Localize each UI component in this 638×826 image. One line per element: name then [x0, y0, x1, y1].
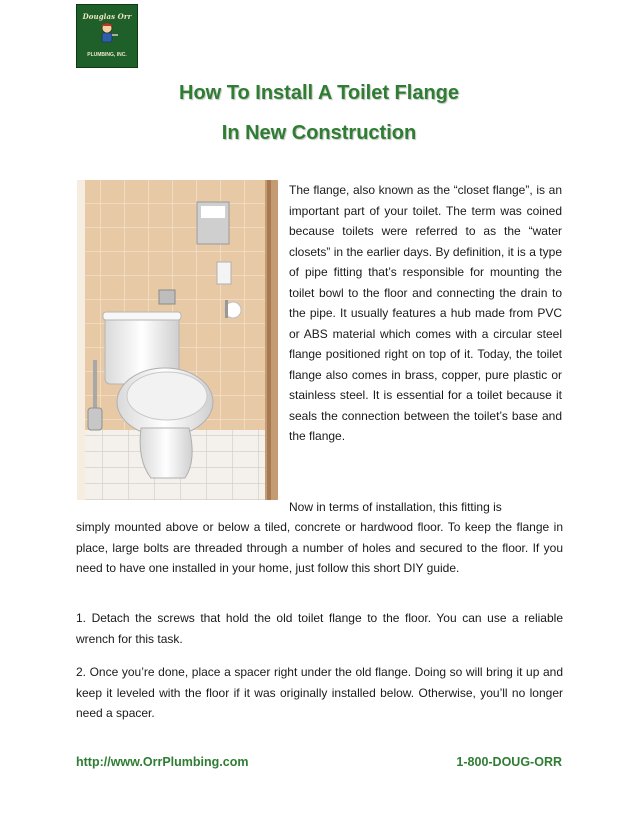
- page-title-line-1: How To Install A Toilet Flange: [179, 82, 459, 104]
- plumber-mascot-icon: [95, 21, 119, 43]
- logo-brand-name: Douglas Orr: [82, 12, 132, 21]
- page-title-line-2: In New Construction: [221, 122, 417, 144]
- installation-paragraph-rest: simply mounted above or below a tiled, concrete or hardwood floor. To keep the flange in place, large bolts are threaded through a number of holes and secured to the floor. If you need to have one installed in your home, just follow this short DIY guide.: [76, 520, 563, 575]
- step-2-paragraph: 2. Once you’re done, place a spacer right under the old flange. Doing so will bring it up and keep it leveled with the floor if it was originally installed below. Otherwise, you’ll no longer need a spacer.: [76, 665, 563, 720]
- bathroom-toilet-photo: [77, 180, 278, 500]
- installation-paragraph-start: Now in terms of installation, this fitting is: [289, 500, 502, 514]
- footer-phone-number: 1-800-DOUG-ORR: [456, 755, 562, 769]
- footer-website-link[interactable]: http://www.OrrPlumbing.com: [76, 755, 249, 769]
- company-logo: [76, 4, 138, 68]
- intro-paragraph: The flange, also known as the “closet flange”, is an important part of your toilet. The term was coined because toilets were referred to as the “water closets” in the earlier days. By definition, it is a type of pipe fitting that’s responsible for mounting the toilet bowl to the floor and connecting the drain to the pipe. It usually features a hub made from PVC or ABS material which comes with a circular steel flange positioned right on top of it. Today, the toilet flange also comes in brass, copper, pure plastic or stainless steel. It is essential for a toilet because it seals the connection between the toilet’s base and the flange.: [289, 183, 562, 443]
- step-1-paragraph: 1. Detach the screws that hold the old toilet flange to the floor. You can use a reliable wrench for this task.: [76, 611, 563, 646]
- toilet-illustration: [77, 180, 278, 500]
- logo-subtitle: PLUMBING, INC.: [87, 52, 127, 58]
